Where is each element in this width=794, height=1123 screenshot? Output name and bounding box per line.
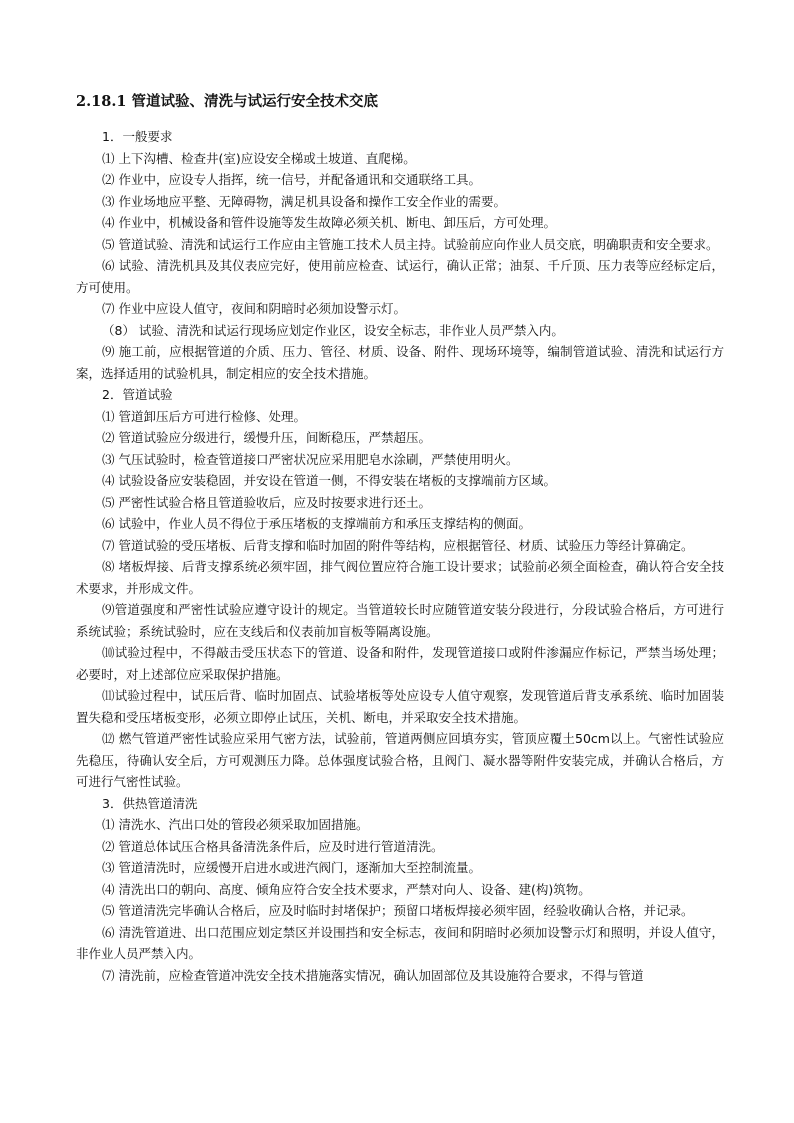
list-item: ⑻ 堵板焊接、后背支撑系统必须牢固，排气阀位置应符合施工设计要求；试验前必须全面检查，确认符合安全技术要求，并形成文件。 xyxy=(76,559,724,596)
list-item: ⑽试验过程中，不得敲击受压状态下的管道、设备和附件，发现管道接口或附件渗漏应作标记，严禁当场处理；必要时，对上述部位应采取保护措施。 xyxy=(76,645,724,682)
list-item: ⑶ 气压试验时，检查管道接口严密状况应采用肥皂水涂刷，严禁使用明火。 xyxy=(102,451,519,467)
list-item: ⑶ 管道清洗时，应缓慢开启进水或进汽阀门，逐渐加大至控制流量。 xyxy=(102,860,481,875)
list-item: ⑵ 管道总体试压合格具备清洗条件后，应及时进行管道清洗。 xyxy=(102,838,444,854)
document-title: 2.18.1 管道试验、清洗与试运行安全技术交底 xyxy=(76,93,378,110)
list-item: ⑼ 施工前，应根据管道的介质、压力、管径、材质、设备、附件、现场环境等，编制管道试验、清洗和试运行方案，选择适用的试验机具，制定相应的安全技术措施。 xyxy=(76,344,724,381)
list-item: ⑹ 清洗管道进、出口范围应划定禁区并设围挡和安全标志，夜间和阴暗时必须加设警示灯和照明，并设人值守，非作业人员严禁入内。 xyxy=(76,924,724,961)
section-heading: 1．一般要求 xyxy=(102,129,173,144)
section-pipe-test xyxy=(76,384,724,793)
list-item: ⑷ 试验设备应安装稳固，并安设在管道一侧，不得安装在堵板的支撑端前方区域。 xyxy=(102,473,556,488)
list-item: ⑴ 上下沟槽、检查井(室)应设安全梯或土坡道、直爬梯。 xyxy=(102,150,416,166)
list-item: ⑵ 管道试验应分级进行，缓慢升压，间断稳压，严禁超压。 xyxy=(102,430,431,445)
list-item: ⑴ 管道卸压后方可进行检修、处理。 xyxy=(102,408,306,424)
section-heading: 3．供热管道清洗 xyxy=(102,795,198,811)
section-heating-pipe-cleaning xyxy=(76,793,724,987)
list-item: ⑷ 清洗出口的朝向、高度、倾角应符合安全技术要求，严禁对向人、设备、建(构)筑物。 xyxy=(102,881,591,897)
list-item: ⑹ 试验、清洗机具及其仪表应完好，使用前应检查、试运行，确认正常；油泵、千斤顶、压力表等应经标定后，方可使用。 xyxy=(76,258,724,295)
section-heading: 2．管道试验 xyxy=(102,387,173,402)
section-general xyxy=(76,126,724,384)
list-item: ⑸ 严密性试验合格且管道验收后，应及时按要求进行还土。 xyxy=(102,494,431,510)
list-item: ⑺ 清洗前，应检查管道冲洗安全技术措施落实情况，确认加固部位及其设施符合要求，不得与管道 xyxy=(102,967,644,983)
list-item: ⑹ 试验中，作业人员不得位于承压堵板的支撑端前方和承压支撑结构的侧面。 xyxy=(102,516,531,531)
list-item: ⑸ 管道清洗完毕确认合格后，应及时临时封堵保护；预留口堵板焊接必须牢固，经验收确认合格，并记录。 xyxy=(102,903,694,918)
list-item: ⑴ 清洗水、汽出口处的管段必须采取加固措施。 xyxy=(102,817,369,832)
list-item: ⑺ 管道试验的受压堵板、后背支撑和临时加固的附件等结构，应根据管径、材质、试验压力等经计算确定。 xyxy=(102,537,694,553)
list-item: ⑿ 燃气管道严密性试验应采用气密方法，试验前，管道两侧应回填夯实，管顶应覆土50cm以上。气密性试验应先稳压，待确认安全后，方可观测压力降。总体强度试验合格，且阀门、凝水器等附件安装完成，并确认合格后，方可进行气密性试验。 xyxy=(76,731,724,789)
list-item: （8） 试验、清洗和试运行现场应划定作业区，设安全标志，非作业人员严禁入内。 xyxy=(102,322,564,338)
list-item: ⑵ 作业中，应设专人指挥，统一信号，并配备通讯和交通联络工具。 xyxy=(102,172,481,187)
list-item: ⑾试验过程中，试压后背、临时加固点、试验堵板等处应设专人值守观察，发现管道后背支承系统、临时加固装置失稳和受压堵板变形，必须立即停止试压，关机、断电，并采取安全技术措施。 xyxy=(76,688,724,725)
list-item: ⑷ 作业中，机械设备和管件设施等发生故障必须关机、断电、卸压后，方可处理。 xyxy=(102,215,556,230)
list-item: ⑸ 管道试验、清洗和试运行工作应由主管施工技术人员主持。试验前应向作业人员交底，明确职责和安全要求。 xyxy=(102,236,719,252)
list-item: ⑶ 作业场地应平整、无障碍物，满足机具设备和操作工安全作业的需要。 xyxy=(102,193,506,209)
list-item: ⑼管道强度和严密性试验应遵守设计的规定。当管道较长时应随管道安装分段进行，分段试验合格后，方可进行系统试验；系统试验时，应在支线后和仪表前加盲板等隔离设施。 xyxy=(76,602,724,639)
list-item: ⑺ 作业中应设人值守，夜间和阴暗时必须加设警示灯。 xyxy=(102,301,406,316)
